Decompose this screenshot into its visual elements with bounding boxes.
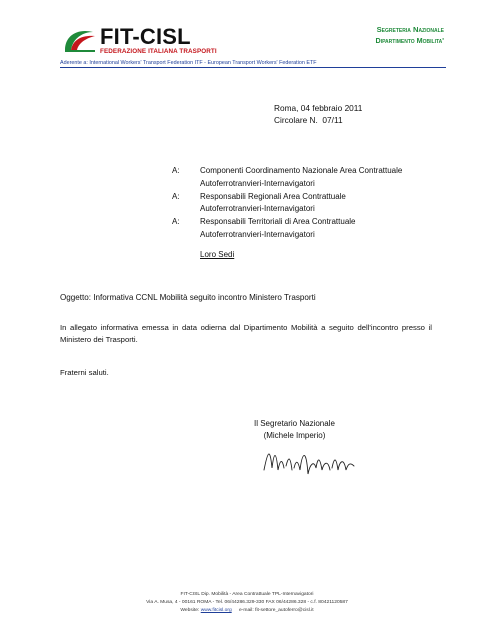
footer-line2: Via A. Musa, 4 - 00161 ROMA - Tel. 06/44286.329-330 FAX 06/44286.328 - c.f. 80421120587 bbox=[146, 600, 348, 605]
recipient-label: A: bbox=[172, 217, 180, 227]
subject-line: Oggetto: Informativa CCNL Mobilità seguito incontro Ministero Trasporti bbox=[60, 293, 316, 302]
recipient-line1: Responsabili Regionali Area Contrattuale bbox=[200, 191, 346, 201]
signer-name: (Michele Imperio) bbox=[263, 431, 326, 440]
website-label: Website: bbox=[180, 608, 200, 613]
header-divider bbox=[60, 67, 446, 68]
logo-subtitle: FEDERAZIONE ITALIANA TRASPORTI bbox=[100, 48, 217, 55]
signature-block bbox=[254, 418, 335, 442]
dept-line2: Dipartimento Mobilita' bbox=[375, 36, 444, 45]
recipient-line2: Autoferrotranvieri-Internavigatori bbox=[200, 204, 315, 214]
recipient-line1: Componenti Coordinamento Nazionale Area Contrattuale bbox=[200, 166, 403, 175]
recipients-list bbox=[172, 165, 403, 242]
recipient-item bbox=[172, 191, 402, 217]
date-block bbox=[274, 102, 362, 126]
dept-line1: Segreteria Nazionale bbox=[376, 25, 444, 34]
recipient-item bbox=[172, 165, 403, 191]
affiliation-line: Aderente a: International Workers' Transport Federation ITF - European Transport Workers' Federation ETF bbox=[60, 60, 317, 66]
footer-line1: FIT-CISL Dip. Mobilità - Area Contrattuale TPL-Internavigatori bbox=[180, 592, 314, 597]
handwritten-signature bbox=[262, 440, 356, 480]
recipient-line2: Autoferrotranvieri-Internavigatori bbox=[200, 229, 315, 239]
recipient-item bbox=[172, 216, 402, 242]
closing-line: Fraterni saluti. bbox=[60, 368, 109, 377]
recipient-line1: Responsabili Territoriali di Area Contrattuale bbox=[200, 217, 356, 227]
email-text: e-mail: fit-settore_autoferro@cisl.it bbox=[239, 608, 314, 613]
fit-cisl-logo-mark-icon bbox=[63, 26, 97, 54]
recipient-label: A: bbox=[172, 191, 180, 201]
department-header bbox=[376, 24, 445, 46]
page-footer bbox=[0, 591, 494, 615]
loro-sedi: Loro Sedi bbox=[200, 250, 235, 259]
signer-title: Il Segretario Nazionale bbox=[254, 419, 335, 428]
circolare-number: Circolare N. 07/11 bbox=[274, 115, 343, 125]
logo-title: FIT-CISL bbox=[100, 24, 191, 49]
website-link[interactable]: www.fitcisl.org bbox=[200, 608, 232, 613]
letter-date: Roma, 04 febbraio 2011 bbox=[274, 103, 363, 113]
recipient-label: A: bbox=[172, 166, 180, 175]
recipient-line2: Autoferrotranvieri-Internavigatori bbox=[200, 178, 315, 188]
footer-line3 bbox=[0, 607, 494, 615]
letter-body: In allegato informativa emessa in data odierna dal Dipartimento Mobilità a seguito dell'incontro presso il Ministero dei Trasporti. bbox=[60, 323, 432, 344]
